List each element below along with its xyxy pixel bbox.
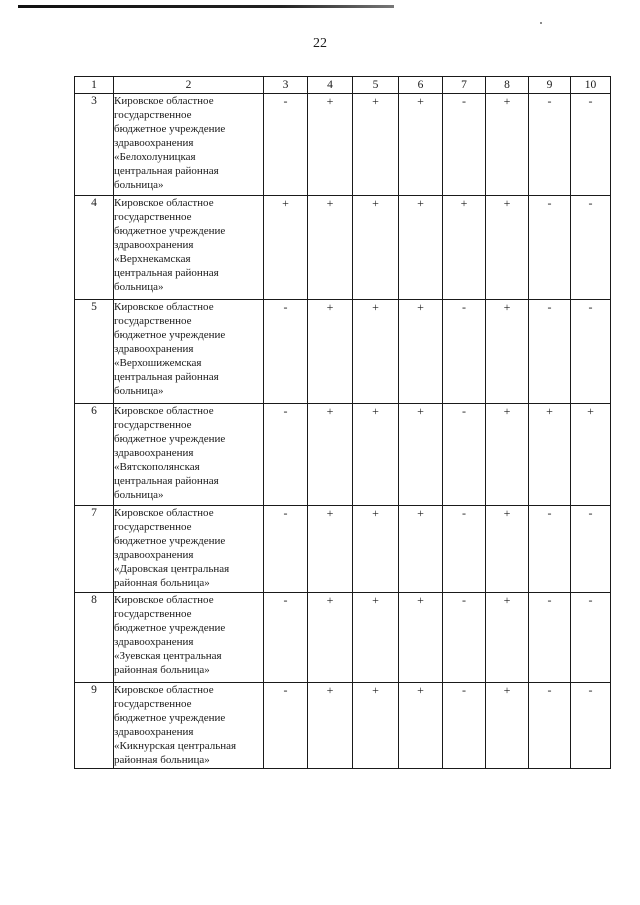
facility-name-line: больница»: [114, 489, 164, 501]
mark-cell-col-3: -: [264, 683, 308, 769]
facility-name-line: Кировское областное: [114, 405, 214, 417]
facility-name-line: Кировское областное: [114, 301, 214, 313]
facility-name-line: Кировское областное: [114, 507, 214, 519]
mark-cell-col-8: +: [486, 404, 529, 506]
row-number: 8: [75, 593, 114, 683]
mark-cell-col-4: +: [308, 196, 353, 300]
facility-name-line: Кировское областное: [114, 197, 214, 209]
facility-name-line: «Верхнекамская: [114, 253, 191, 265]
facility-name-line: Кировское областное: [114, 684, 214, 696]
mark-cell-col-10: -: [571, 94, 611, 196]
mark-cell-col-9: +: [529, 404, 571, 506]
facility-name-line: бюджетное учреждение: [114, 535, 226, 547]
mark-cell-col-3: -: [264, 593, 308, 683]
facility-name-line: Кировское областное: [114, 95, 214, 107]
mark-cell-col-5: +: [353, 196, 399, 300]
scan-artifact-line: [18, 5, 394, 8]
facility-name-line: государственное: [114, 109, 192, 121]
facility-name-line: здравоохранения: [114, 636, 194, 648]
mark-cell-col-10: -: [571, 683, 611, 769]
facility-name-line: бюджетное учреждение: [114, 225, 226, 237]
facility-name-line: государственное: [114, 419, 192, 431]
facility-name-line: бюджетное учреждение: [114, 622, 226, 634]
facility-name: [114, 683, 264, 769]
column-header: 2: [114, 77, 264, 94]
column-header: 7: [443, 77, 486, 94]
facility-name-line: «Кикнурская центральная: [114, 740, 237, 752]
facility-name: [114, 404, 264, 506]
table-row: [75, 683, 611, 769]
table-row: [75, 300, 611, 404]
mark-cell-col-5: +: [353, 404, 399, 506]
row-number: 7: [75, 506, 114, 593]
mark-cell-col-6: +: [399, 404, 443, 506]
scan-artifact-dot: [540, 22, 542, 24]
mark-cell-col-10: -: [571, 593, 611, 683]
mark-cell-col-7: -: [443, 593, 486, 683]
mark-cell-col-4: +: [308, 683, 353, 769]
facility-name-line: «Даровская центральная: [114, 563, 230, 575]
facility-name-line: «Белохолуницкая: [114, 151, 196, 163]
mark-cell-col-8: +: [486, 683, 529, 769]
facility-name-line: центральная районная: [114, 371, 219, 383]
facility-name-line: центральная районная: [114, 267, 219, 279]
facility-name-line: государственное: [114, 698, 192, 710]
mark-cell-col-5: +: [353, 683, 399, 769]
mark-cell-col-5: +: [353, 300, 399, 404]
mark-cell-col-6: +: [399, 593, 443, 683]
mark-cell-col-10: -: [571, 506, 611, 593]
facility-name-line: государственное: [114, 315, 192, 327]
row-number: 3: [75, 94, 114, 196]
facility-name-line: здравоохранения: [114, 239, 194, 251]
mark-cell-col-9: -: [529, 300, 571, 404]
facility-name: [114, 593, 264, 683]
mark-cell-col-7: -: [443, 404, 486, 506]
table-row: [75, 94, 611, 196]
mark-cell-col-7: -: [443, 300, 486, 404]
facility-name-line: здравоохранения: [114, 343, 194, 355]
column-header: 1: [75, 77, 114, 94]
mark-cell-col-3: +: [264, 196, 308, 300]
mark-cell-col-5: +: [353, 94, 399, 196]
facility-name-line: больница»: [114, 179, 164, 191]
column-header: 8: [486, 77, 529, 94]
facility-name-line: бюджетное учреждение: [114, 329, 226, 341]
row-number: 4: [75, 196, 114, 300]
facility-name-line: бюджетное учреждение: [114, 123, 226, 135]
mark-cell-col-6: +: [399, 196, 443, 300]
mark-cell-col-9: -: [529, 94, 571, 196]
facility-name: [114, 300, 264, 404]
mark-cell-col-3: -: [264, 300, 308, 404]
table-row: [75, 506, 611, 593]
mark-cell-col-6: +: [399, 94, 443, 196]
header-row: [75, 77, 611, 94]
facility-name-line: здравоохранения: [114, 447, 194, 459]
mark-cell-col-6: +: [399, 683, 443, 769]
mark-cell-col-7: -: [443, 94, 486, 196]
mark-cell-col-3: -: [264, 404, 308, 506]
table-row: [75, 404, 611, 506]
table-row: [75, 196, 611, 300]
mark-cell-col-10: -: [571, 196, 611, 300]
mark-cell-col-3: -: [264, 94, 308, 196]
mark-cell-col-9: -: [529, 683, 571, 769]
mark-cell-col-4: +: [308, 506, 353, 593]
column-header: 9: [529, 77, 571, 94]
facility-name-line: здравоохранения: [114, 549, 194, 561]
facility-name-line: «Верхошижемская: [114, 357, 202, 369]
mark-cell-col-4: +: [308, 593, 353, 683]
facility-name-line: районная больница»: [114, 664, 210, 676]
facility-name-line: Кировское областное: [114, 594, 214, 606]
mark-cell-col-6: +: [399, 506, 443, 593]
mark-cell-col-4: +: [308, 404, 353, 506]
column-header: 6: [399, 77, 443, 94]
facility-name-line: государственное: [114, 211, 192, 223]
column-header: 4: [308, 77, 353, 94]
facility-name: [114, 506, 264, 593]
page-number: 22: [313, 36, 327, 51]
column-header: 3: [264, 77, 308, 94]
row-number: 9: [75, 683, 114, 769]
facility-name-line: центральная районная: [114, 165, 219, 177]
mark-cell-col-3: -: [264, 506, 308, 593]
mark-cell-col-4: +: [308, 300, 353, 404]
mark-cell-col-9: -: [529, 506, 571, 593]
mark-cell-col-7: -: [443, 506, 486, 593]
facility-name-line: «Вятскополянская: [114, 461, 200, 473]
facility-name: [114, 94, 264, 196]
mark-cell-col-7: +: [443, 196, 486, 300]
mark-cell-col-6: +: [399, 300, 443, 404]
table-row: [75, 593, 611, 683]
mark-cell-col-8: +: [486, 300, 529, 404]
mark-cell-col-4: +: [308, 94, 353, 196]
facility-name-line: районная больница»: [114, 577, 210, 589]
mark-cell-col-10: +: [571, 404, 611, 506]
mark-cell-col-5: +: [353, 506, 399, 593]
facility-name-line: центральная районная: [114, 475, 219, 487]
facility-name-line: государственное: [114, 608, 192, 620]
facility-name-line: здравоохранения: [114, 137, 194, 149]
column-header: 5: [353, 77, 399, 94]
facility-name-line: государственное: [114, 521, 192, 533]
row-number: 5: [75, 300, 114, 404]
mark-cell-col-7: -: [443, 683, 486, 769]
facility-name-line: здравоохранения: [114, 726, 194, 738]
column-header: 10: [571, 77, 611, 94]
mark-cell-col-8: +: [486, 593, 529, 683]
facility-name: [114, 196, 264, 300]
row-number: 6: [75, 404, 114, 506]
facility-name-line: «Зуевская центральная: [114, 650, 222, 662]
mark-cell-col-10: -: [571, 300, 611, 404]
mark-cell-col-8: +: [486, 94, 529, 196]
mark-cell-col-9: -: [529, 196, 571, 300]
facility-name-line: больница»: [114, 385, 164, 397]
mark-cell-col-8: +: [486, 196, 529, 300]
facilities-table: [74, 76, 611, 769]
mark-cell-col-8: +: [486, 506, 529, 593]
facility-name-line: бюджетное учреждение: [114, 712, 226, 724]
facility-name-line: больница»: [114, 281, 164, 293]
mark-cell-col-9: -: [529, 593, 571, 683]
facility-name-line: бюджетное учреждение: [114, 433, 226, 445]
mark-cell-col-5: +: [353, 593, 399, 683]
facility-name-line: районная больница»: [114, 754, 210, 766]
